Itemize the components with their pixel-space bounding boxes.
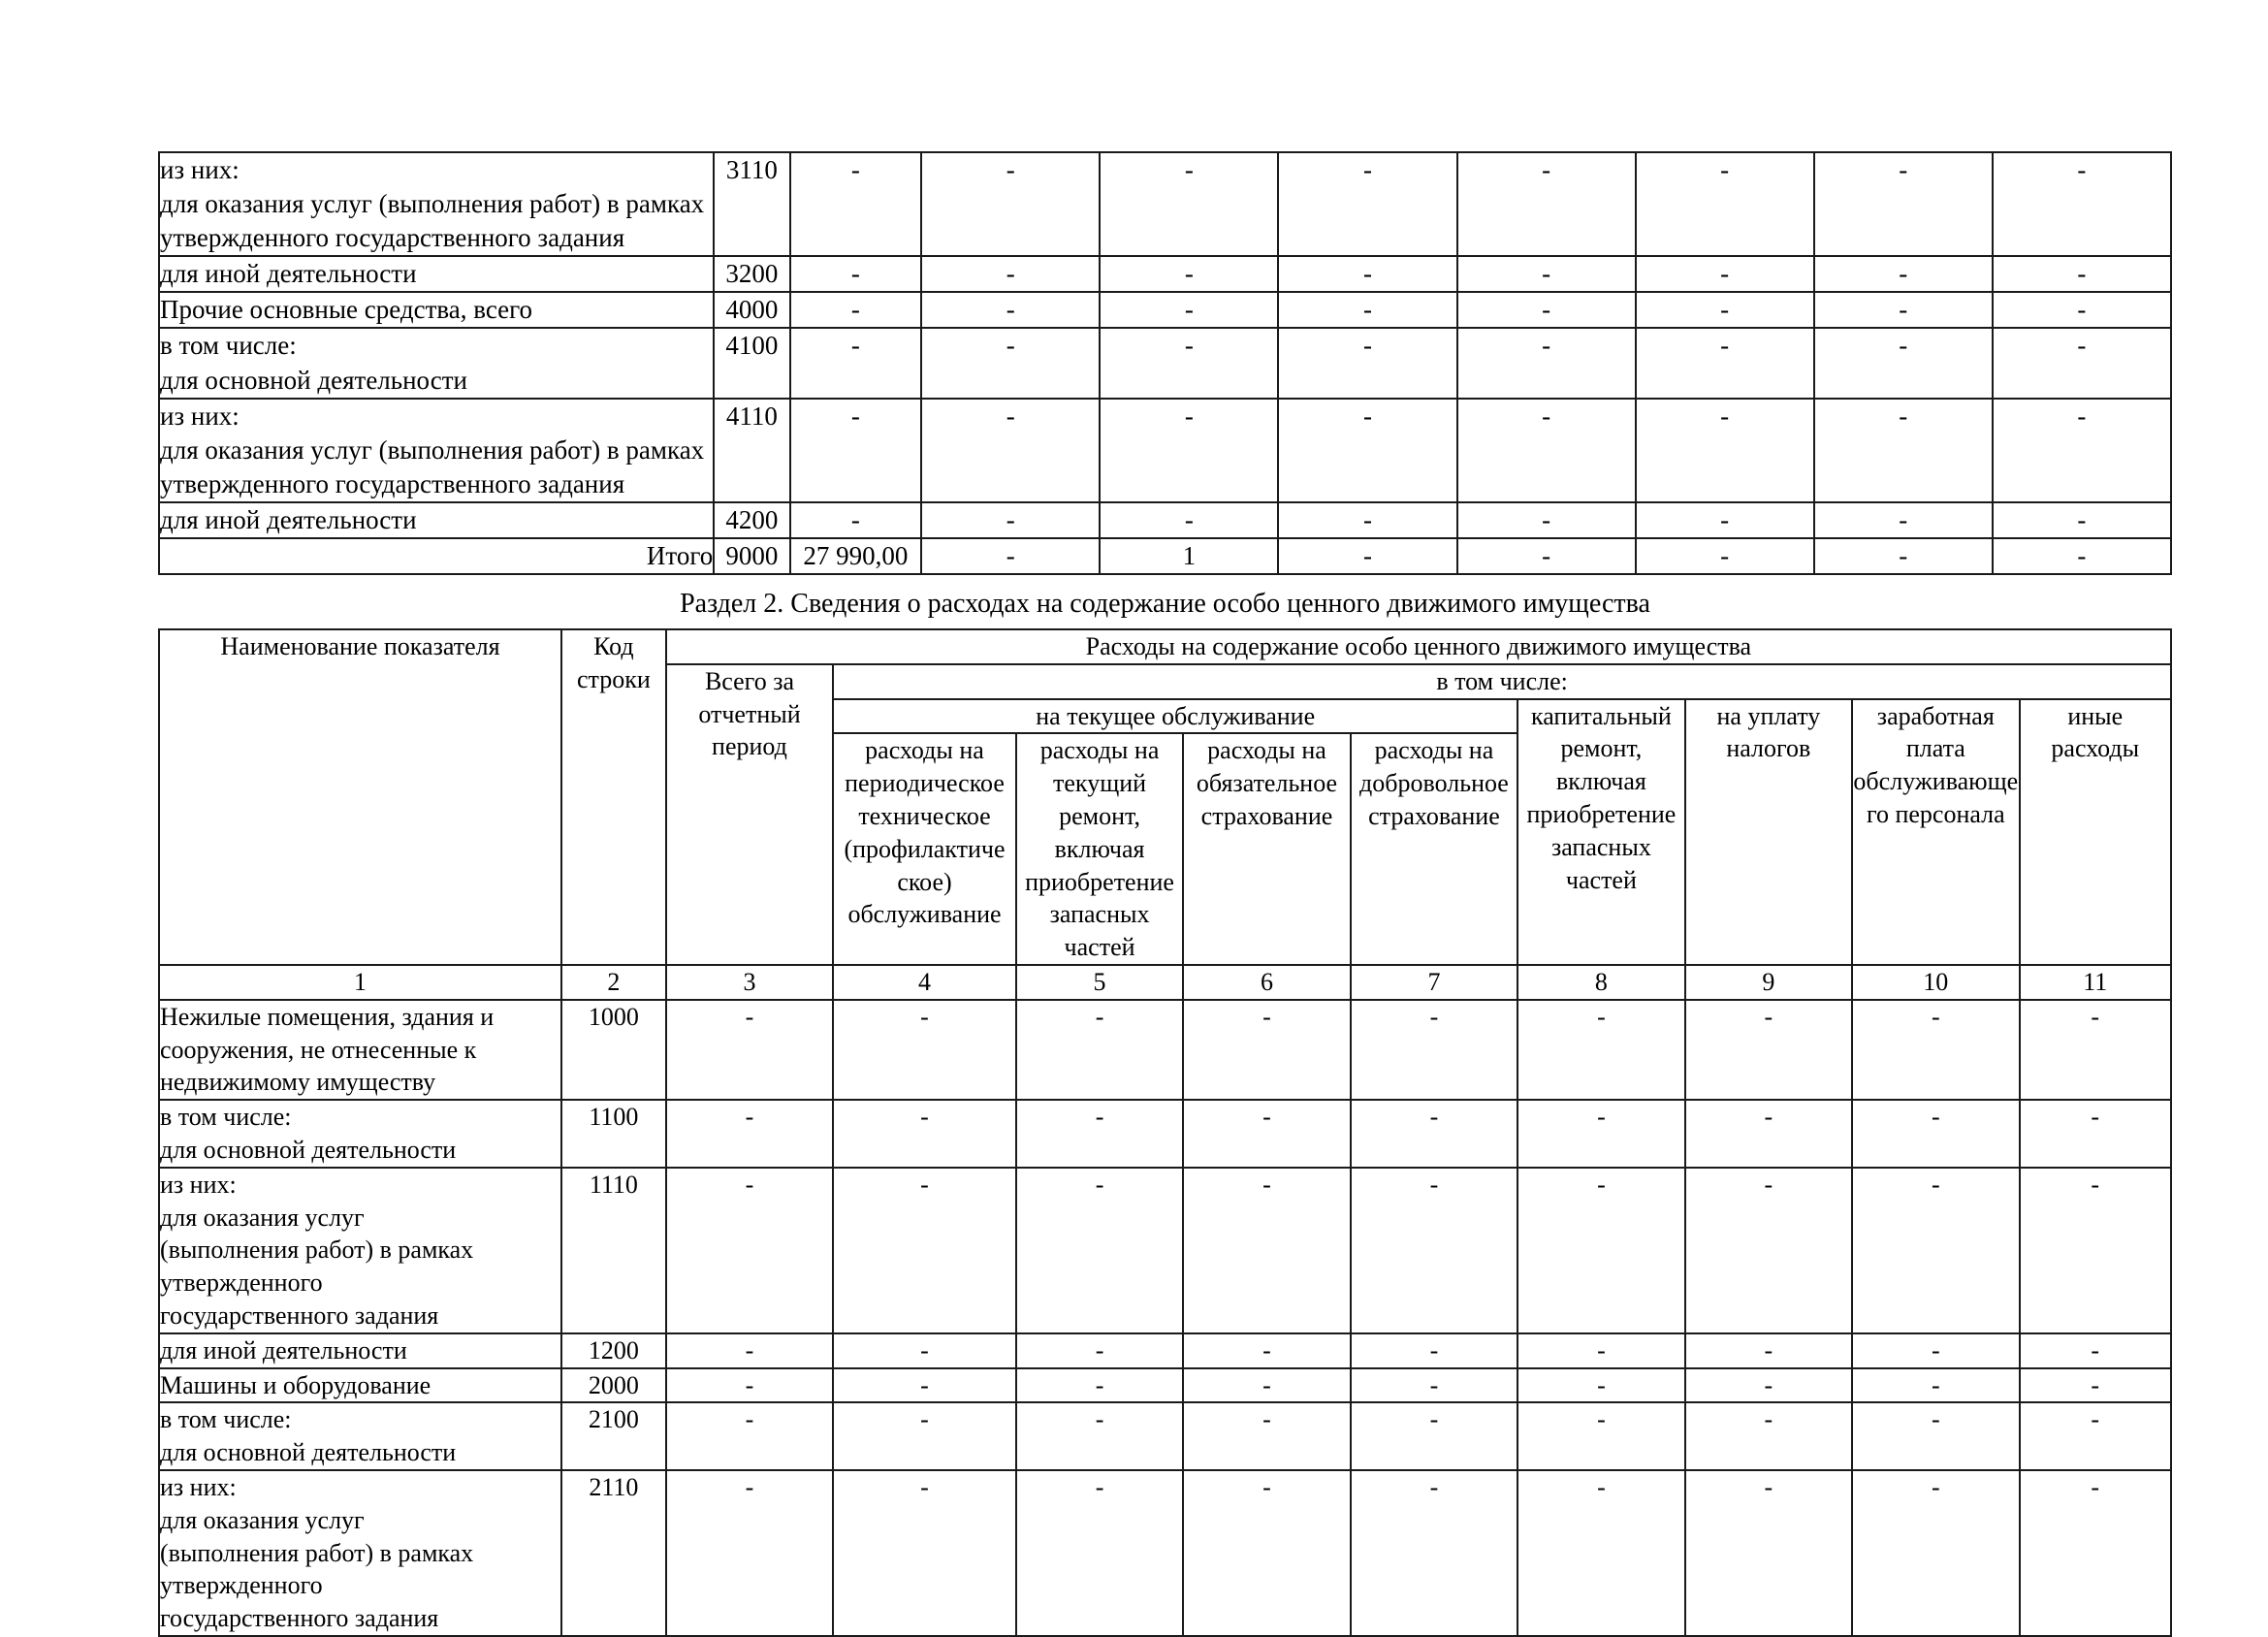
text-line: государственного задания [160, 1300, 439, 1330]
header-row-column-numbers [159, 965, 2171, 1000]
header-column-4 [833, 733, 1016, 965]
text-line: частей [1064, 933, 1135, 962]
row-name-cell [159, 1100, 561, 1168]
total-value-cell: - [1993, 538, 2171, 574]
text-line: из них: [160, 1170, 237, 1199]
section-2-caption: Раздел 2. Сведения о расходах на содержание особо ценного движимого имущества [680, 589, 1650, 619]
text-line: периодическое [845, 769, 1005, 798]
text-line: ское) [897, 867, 952, 896]
row-value-cell: - [921, 256, 1100, 292]
row-code-cell: 3200 [714, 256, 789, 292]
text-line: для оказания услуг [160, 1203, 365, 1232]
table-row [159, 1168, 2171, 1333]
text-line: ремонт, [1059, 801, 1140, 830]
text-line: Всего за [704, 666, 795, 695]
text-line: добровольное [1359, 769, 1509, 798]
text-line: расходы [2051, 734, 2140, 763]
row-code-cell: 1200 [561, 1333, 666, 1368]
row-value-cell: - [1183, 1402, 1350, 1470]
row-name-cell [159, 152, 714, 256]
text-line: включая [1054, 834, 1145, 863]
total-value-cell: - [921, 538, 1100, 574]
header-column-5 [1016, 733, 1183, 965]
text-line: для основной деятельности [160, 1438, 457, 1467]
row-value-cell: - [1814, 292, 1993, 328]
text-line: Код [593, 632, 634, 660]
row-value-cell: - [1278, 399, 1456, 502]
row-value-cell: - [1517, 1168, 1684, 1333]
text-line: из них: [160, 1472, 237, 1501]
row-value-cell: - [1351, 1402, 1517, 1470]
row-value-cell: - [1636, 328, 1814, 398]
row-value-cell: - [1100, 399, 1278, 502]
text-line: текущий [1053, 769, 1147, 798]
table-row [159, 1333, 2171, 1368]
row-value-cell: - [1993, 256, 2171, 292]
row-value-cell: - [1100, 152, 1278, 256]
row-value-cell: - [1685, 1470, 1852, 1636]
total-value-cell: - [1636, 538, 1814, 574]
text-line: включая [1555, 767, 1646, 796]
row-value-cell: - [666, 1100, 833, 1168]
row-value-cell: - [1016, 1402, 1183, 1470]
column-number-6: 6 [1183, 965, 1350, 1000]
table-row [159, 1402, 2171, 1470]
text-line: техническое [858, 801, 991, 830]
text-line: обслуживающе [1853, 767, 2019, 796]
table-row [159, 328, 2171, 398]
text-line: утвержденного государственного задания [160, 223, 625, 253]
row-value-cell: - [1517, 1000, 1684, 1100]
row-name-cell [159, 1402, 561, 1470]
row-value-cell: - [921, 399, 1100, 502]
text-line: на уплату [1716, 701, 1821, 730]
text-line: заработная [1876, 701, 1995, 730]
header-column-6 [1183, 733, 1350, 965]
table-row [159, 152, 2171, 256]
text-line: страхование [1368, 801, 1500, 830]
row-value-cell: - [1993, 328, 2171, 398]
header-column-9 [1685, 699, 1852, 965]
table-row [159, 1100, 2171, 1168]
row-name-cell [159, 328, 714, 398]
text-line: государственного задания [160, 1604, 439, 1633]
text-line: приобретение [1526, 799, 1677, 828]
text-line: период [712, 732, 787, 761]
text-line: из них: [160, 155, 240, 184]
row-value-cell: - [2020, 1368, 2171, 1403]
row-code-cell: 4110 [714, 399, 789, 502]
column-number-3: 3 [666, 965, 833, 1000]
row-code-cell: 2110 [561, 1470, 666, 1636]
text-line: в том числе: [160, 1405, 292, 1434]
text-line: для иной деятельности [160, 504, 417, 534]
row-name-cell [159, 502, 714, 538]
text-line: Нежилые помещения, здания и [160, 1002, 495, 1031]
row-value-cell: - [1814, 502, 1993, 538]
row-value-cell: - [1183, 1470, 1350, 1636]
text-line: (выполнения работ) в рамках [160, 1236, 474, 1265]
text-line: (выполнения работ) в рамках [160, 1538, 474, 1567]
text-line: для иной деятельности [160, 259, 417, 289]
row-code-cell: 4000 [714, 292, 789, 328]
row-value-cell: - [833, 1470, 1016, 1636]
header-column-10 [1852, 699, 2019, 965]
row-value-cell: - [1351, 1333, 1517, 1368]
row-value-cell: - [1852, 1168, 2019, 1333]
row-value-cell: - [1183, 1333, 1350, 1368]
row-value-cell: - [1457, 256, 1636, 292]
row-value-cell: - [1636, 152, 1814, 256]
row-value-cell: - [1351, 1470, 1517, 1636]
text-line: (профилактиче [844, 834, 1006, 863]
fixed-assets-continuation-table [158, 151, 2172, 575]
table-row [159, 256, 2171, 292]
row-value-cell: - [790, 502, 922, 538]
row-code-cell: 2000 [561, 1368, 666, 1403]
header-code-column [561, 629, 666, 965]
row-value-cell: - [2020, 1402, 2171, 1470]
row-value-cell: - [1457, 328, 1636, 398]
row-value-cell: - [1852, 1470, 2019, 1636]
row-value-cell: - [1993, 502, 2171, 538]
row-value-cell: - [1685, 1168, 1852, 1333]
row-value-cell: - [666, 1168, 833, 1333]
row-value-cell: - [833, 1333, 1016, 1368]
total-value-cell: - [1278, 538, 1456, 574]
row-name-cell [159, 399, 714, 502]
total-value-cell: 1 [1100, 538, 1278, 574]
row-value-cell: - [1852, 1333, 2019, 1368]
total-label-cell: Итого [159, 538, 714, 574]
column-number-9: 9 [1685, 965, 1852, 1000]
text-line: плата [1905, 734, 1965, 763]
row-value-cell: - [790, 152, 922, 256]
table-row [159, 1000, 2171, 1100]
column-number-8: 8 [1517, 965, 1684, 1000]
row-value-cell: - [1100, 502, 1278, 538]
row-value-cell: - [1993, 152, 2171, 256]
row-name-cell [159, 1470, 561, 1636]
row-value-cell: - [790, 328, 922, 398]
text-line: для оказания услуг [160, 1505, 365, 1534]
header-in-which-label: в том числе: [833, 664, 2171, 699]
row-value-cell: - [1685, 1402, 1852, 1470]
text-line: запасных [1049, 900, 1150, 929]
table-row [159, 502, 2171, 538]
row-value-cell: - [1852, 1100, 2019, 1168]
text-line: обслуживание [847, 900, 1002, 929]
row-value-cell: - [666, 1368, 833, 1403]
column-number-11: 11 [2020, 965, 2171, 1000]
row-value-cell: - [1016, 1368, 1183, 1403]
row-value-cell: - [1278, 502, 1456, 538]
text-line: расходы на [1207, 736, 1326, 765]
row-value-cell: - [2020, 1100, 2171, 1168]
text-line: капитальный [1530, 701, 1672, 730]
row-value-cell: - [921, 502, 1100, 538]
row-value-cell: - [1636, 502, 1814, 538]
header-column-8 [1517, 699, 1684, 965]
row-value-cell: - [1278, 328, 1456, 398]
row-value-cell: - [790, 256, 922, 292]
row-value-cell: - [1636, 256, 1814, 292]
column-number-1: 1 [159, 965, 561, 1000]
row-value-cell: - [1814, 328, 1993, 398]
row-value-cell: - [666, 1000, 833, 1100]
row-value-cell: - [1016, 1100, 1183, 1168]
row-value-cell: - [1636, 399, 1814, 502]
column-number-2: 2 [561, 965, 666, 1000]
row-value-cell: - [921, 292, 1100, 328]
row-value-cell: - [1278, 152, 1456, 256]
row-value-cell: - [1016, 1333, 1183, 1368]
text-line: обязательное [1196, 769, 1338, 798]
row-name-cell [159, 1000, 561, 1100]
text-line: налогов [1726, 734, 1811, 763]
row-value-cell: - [1517, 1368, 1684, 1403]
header-column-7 [1351, 733, 1517, 965]
text-line: для основной деятельности [160, 1135, 457, 1164]
row-value-cell: - [1814, 152, 1993, 256]
row-code-cell: 1100 [561, 1100, 666, 1168]
row-value-cell: - [1183, 1368, 1350, 1403]
row-name-cell [159, 1168, 561, 1333]
row-value-cell: - [1685, 1333, 1852, 1368]
row-code-cell: 4100 [714, 328, 789, 398]
text-line: Прочие основные средства, всего [160, 295, 533, 325]
column-number-5: 5 [1016, 965, 1183, 1000]
table-row [159, 1470, 2171, 1636]
row-value-cell: - [1993, 399, 2171, 502]
column-number-7: 7 [1351, 965, 1517, 1000]
text-line: расходы на [1374, 736, 1494, 765]
total-value-cell: 27 990,00 [790, 538, 922, 574]
row-value-cell: - [1517, 1100, 1684, 1168]
text-line: в том числе: [160, 1103, 292, 1132]
text-line: иные [2067, 701, 2124, 730]
row-value-cell: - [1100, 292, 1278, 328]
row-value-cell: - [1852, 1000, 2019, 1100]
row-value-cell: - [833, 1168, 1016, 1333]
header-current-service-group: на текущее обслуживание [833, 699, 1517, 734]
row-value-cell: - [1183, 1000, 1350, 1100]
row-value-cell: - [1351, 1368, 1517, 1403]
text-line: расходы на [1039, 736, 1160, 765]
row-value-cell: - [1814, 256, 1993, 292]
row-value-cell: - [1457, 292, 1636, 328]
header-row-top [159, 629, 2171, 664]
text-line: для основной деятельности [160, 365, 467, 395]
table-row [159, 1368, 2171, 1403]
row-value-cell: - [1016, 1000, 1183, 1100]
text-line: для оказания услуг (выполнения работ) в рамках [160, 434, 705, 465]
row-value-cell: - [1685, 1368, 1852, 1403]
row-value-cell: - [2020, 1333, 2171, 1368]
row-code-cell: 3110 [714, 152, 789, 256]
header-total-period-column [666, 664, 833, 965]
row-value-cell: - [1100, 256, 1278, 292]
row-value-cell: - [1351, 1100, 1517, 1168]
row-value-cell: - [1852, 1368, 2019, 1403]
table-total-row [159, 538, 2171, 574]
row-value-cell: - [2020, 1470, 2171, 1636]
row-value-cell: - [666, 1402, 833, 1470]
header-name-column: Наименование показателя [159, 629, 561, 965]
row-value-cell: - [921, 328, 1100, 398]
text-line: утвержденного [160, 1571, 323, 1600]
row-value-cell: - [666, 1333, 833, 1368]
row-value-cell: - [790, 399, 922, 502]
movable-property-expenses-table [158, 628, 2172, 1637]
row-value-cell: - [2020, 1168, 2171, 1333]
row-value-cell: - [1517, 1333, 1684, 1368]
row-value-cell: - [1278, 256, 1456, 292]
row-value-cell: - [790, 292, 922, 328]
row-value-cell: - [1100, 328, 1278, 398]
row-value-cell: - [666, 1470, 833, 1636]
row-value-cell: - [1517, 1470, 1684, 1636]
text-line: утвержденного государственного задания [160, 468, 625, 498]
row-value-cell: - [1457, 152, 1636, 256]
row-value-cell: - [833, 1100, 1016, 1168]
total-value-cell: - [1457, 538, 1636, 574]
text-line: сооружения, не отнесенные к [160, 1035, 477, 1064]
row-name-cell [159, 256, 714, 292]
row-value-cell: - [1852, 1402, 2019, 1470]
row-value-cell: - [1517, 1402, 1684, 1470]
text-line: для иной деятельности [160, 1335, 407, 1364]
row-value-cell: - [1636, 292, 1814, 328]
text-line: приобретение [1025, 867, 1174, 896]
column-number-10: 10 [1852, 965, 2019, 1000]
row-value-cell: - [1993, 292, 2171, 328]
row-value-cell: - [1278, 292, 1456, 328]
row-value-cell: - [1685, 1100, 1852, 1168]
row-code-cell: 1110 [561, 1168, 666, 1333]
total-value-cell: - [1814, 538, 1993, 574]
text-line: ремонт, [1560, 734, 1643, 763]
row-value-cell: - [1016, 1168, 1183, 1333]
text-line: расходы на [865, 736, 984, 765]
row-value-cell: - [1183, 1168, 1350, 1333]
row-name-cell [159, 1333, 561, 1368]
row-name-cell [159, 292, 714, 328]
row-code-cell: 4200 [714, 502, 789, 538]
text-line: из них: [160, 401, 240, 431]
row-value-cell: - [1183, 1100, 1350, 1168]
row-value-cell: - [2020, 1000, 2171, 1100]
text-line: в том числе: [160, 331, 297, 361]
table-row [159, 399, 2171, 502]
table-row [159, 292, 2171, 328]
header-group-title: Расходы на содержание особо ценного движимого имущества [666, 629, 2171, 664]
text-line: утвержденного [160, 1268, 323, 1298]
row-value-cell: - [1016, 1470, 1183, 1636]
header-column-11 [2020, 699, 2171, 965]
row-code-cell: 2100 [561, 1402, 666, 1470]
row-value-cell: - [833, 1402, 1016, 1470]
row-value-cell: - [1351, 1000, 1517, 1100]
text-line: для оказания услуг (выполнения работ) в рамках [160, 189, 705, 219]
row-value-cell: - [1814, 399, 1993, 502]
total-code-cell: 9000 [714, 538, 789, 574]
text-line: отчетный [698, 699, 801, 728]
row-value-cell: - [1457, 399, 1636, 502]
row-value-cell: - [1351, 1168, 1517, 1333]
text-line: го персонала [1866, 799, 2005, 828]
text-line: страхование [1200, 801, 1333, 830]
column-number-4: 4 [833, 965, 1016, 1000]
row-code-cell: 1000 [561, 1000, 666, 1100]
text-line: недвижимому имуществу [160, 1068, 436, 1097]
row-value-cell: - [1457, 502, 1636, 538]
text-line: Машины и оборудование [160, 1370, 431, 1399]
row-value-cell: - [833, 1000, 1016, 1100]
row-value-cell: - [833, 1368, 1016, 1403]
row-name-cell [159, 1368, 561, 1403]
row-value-cell: - [921, 152, 1100, 256]
text-line: частей [1565, 865, 1637, 894]
row-value-cell: - [1685, 1000, 1852, 1100]
text-line: запасных [1550, 832, 1651, 861]
text-line: строки [576, 664, 651, 693]
